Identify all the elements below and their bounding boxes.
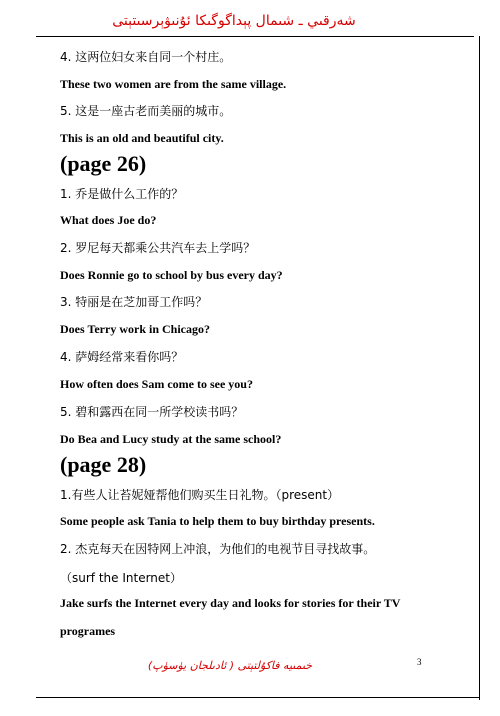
section-heading: (page 26) <box>60 151 147 176</box>
header-title: شەرقىي ـ شىمال پېداگوگىكا ئۇنىۋېرسىتېتى <box>112 13 356 29</box>
footer-text: خىمىيە فاكۇلتېتى ( ئادىلجان يۈسۈپ) <box>147 659 313 672</box>
sentence-cn: 2. 罗尼每天都乘公共汽车去上学吗？ <box>60 241 256 255</box>
right-border <box>479 36 480 700</box>
sentence-en: Do Bea and Lucy study at the same school? <box>60 432 282 446</box>
sentence-cn: 4. 这两位妇女来自同一个村庄。 <box>60 50 232 64</box>
sentence-en: This is an old and beautiful city. <box>60 131 224 145</box>
sentence-cn: 4. 萨姆经常来看你吗？ <box>60 350 184 364</box>
sentence-cn: 5. 碧和露西在同一所学校读书吗？ <box>60 405 244 419</box>
sentence-en: Does Ronnie go to school by bus every day? <box>60 268 283 282</box>
section-heading: (page 28) <box>60 452 147 477</box>
sentence-cn: （surf the Internet） <box>60 571 182 585</box>
sentence-en: Does Terry work in Chicago? <box>60 322 210 336</box>
sentence-en: Some people ask Tania to help them to buy birthday presents. <box>60 514 375 528</box>
page-number: 3 <box>417 657 422 667</box>
sentence-en: Jake surfs the Internet every day and looks for stories for their TV <box>60 596 401 610</box>
header-divider <box>36 36 474 37</box>
sentence-en: What does Joe do? <box>60 213 157 227</box>
sentence-en: programes <box>60 624 116 638</box>
sentence-cn: 2. 杰克每天在因特网上冲浪，为他们的电视节目寻找故事。 <box>60 542 376 556</box>
sentence-cn: 1. 乔是做什么工作的？ <box>60 187 184 201</box>
sentence-cn: 5. 这是一座古老而美丽的城市。 <box>60 104 232 118</box>
sentence-cn: 1.有些人让苔妮娅帮他们购买生日礼物。（present） <box>60 488 340 502</box>
sentence-cn: 3. 特丽是在芝加哥工作吗？ <box>60 295 208 309</box>
bottom-divider <box>36 697 480 698</box>
sentence-en: How often does Sam come to see you? <box>60 377 253 391</box>
sentence-en: These two women are from the same village. <box>60 77 287 91</box>
